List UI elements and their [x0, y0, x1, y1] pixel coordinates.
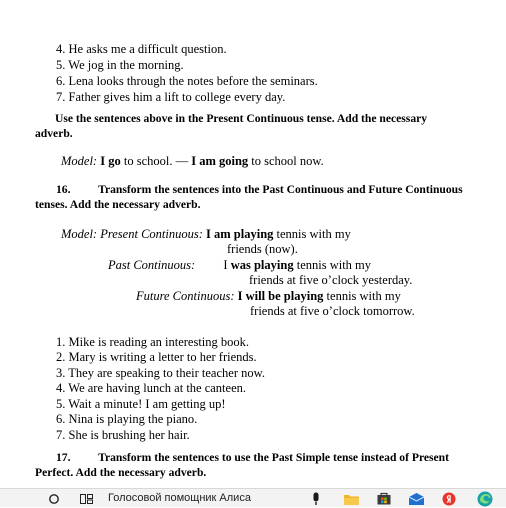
model-label: Future Continuous: [136, 289, 235, 303]
search-icon[interactable] [46, 489, 62, 508]
list-item: 5. Wait a minute! I am getting up! [56, 397, 226, 411]
task-16-heading [56, 182, 463, 197]
mail-icon[interactable] [408, 489, 424, 508]
microphone-icon[interactable] [309, 489, 323, 508]
model-text: friends at five o’clock tomorrow. [250, 304, 415, 318]
list-item: 6. Lena looks through the notes before the seminars. [56, 74, 318, 88]
model-text: tennis with my [276, 227, 351, 241]
model-text: friends (now). [227, 242, 298, 256]
edge-icon[interactable] [476, 489, 494, 508]
list-item: 6. Nina is playing the piano. [56, 412, 198, 426]
task-view-icon[interactable] [78, 489, 94, 508]
list-item: 2. Mary is writing a letter to her friends. [56, 350, 257, 364]
list-item: 1. Mike is reading an interesting book. [56, 335, 250, 349]
list-item: 4. We are having lunch at the canteen. [56, 381, 247, 395]
model-text: to school now. [251, 154, 324, 168]
store-icon[interactable] [376, 489, 392, 508]
model-bold: I am playing [206, 227, 274, 241]
task-text: Transform the sentences into the Past Continuous and Future Continuous [98, 183, 463, 196]
instruction-line: adverb. [35, 127, 73, 140]
model-text: to school. — [123, 154, 189, 168]
model-bold: I will be playing [237, 289, 324, 303]
model-text: I [223, 258, 228, 272]
windows-taskbar [0, 488, 506, 507]
model-label: Model: Present Continuous: [61, 227, 203, 241]
model-past [108, 258, 371, 273]
model-bold: was playing [230, 258, 294, 272]
list-item: 4. He asks me a difficult question. [56, 42, 227, 56]
model-example [61, 154, 324, 169]
yandex-browser-icon[interactable] [441, 489, 457, 508]
instruction-line: Use the sentences above in the Present Continuous tense. Add the necessary [55, 112, 428, 125]
model-text: tennis with my [326, 289, 401, 303]
task-number: 17. [56, 451, 71, 464]
task-17-heading [56, 450, 449, 465]
list-item: 3. They are speaking to their teacher now. [56, 366, 265, 380]
model-bold: I go [100, 154, 121, 168]
model-future [136, 289, 401, 304]
model-text: tennis with my [296, 258, 372, 272]
alice-assistant-search[interactable]: Голосовой помощник Алиса [108, 492, 251, 504]
list-item: 7. Father gives him a lift to college every day. [56, 90, 286, 104]
task-17-text: Perfect. Add the necessary adverb. [35, 466, 207, 479]
model-label: Past Continuous: [108, 258, 196, 272]
list-item: 5. We jog in the morning. [56, 58, 184, 72]
file-explorer-icon[interactable] [343, 489, 359, 508]
model-label: Model: [61, 154, 98, 168]
model-text: friends at five o’clock yesterday. [249, 273, 413, 287]
model-present [61, 227, 351, 242]
task-text: Transform the sentences to use the Past Simple tense instead of Present [98, 451, 449, 464]
model-bold: I am going [191, 154, 249, 168]
task-16-text: tenses. Add the necessary adverb. [35, 198, 201, 211]
task-number: 16. [56, 183, 71, 196]
list-item: 7. She is brushing her hair. [56, 428, 190, 442]
